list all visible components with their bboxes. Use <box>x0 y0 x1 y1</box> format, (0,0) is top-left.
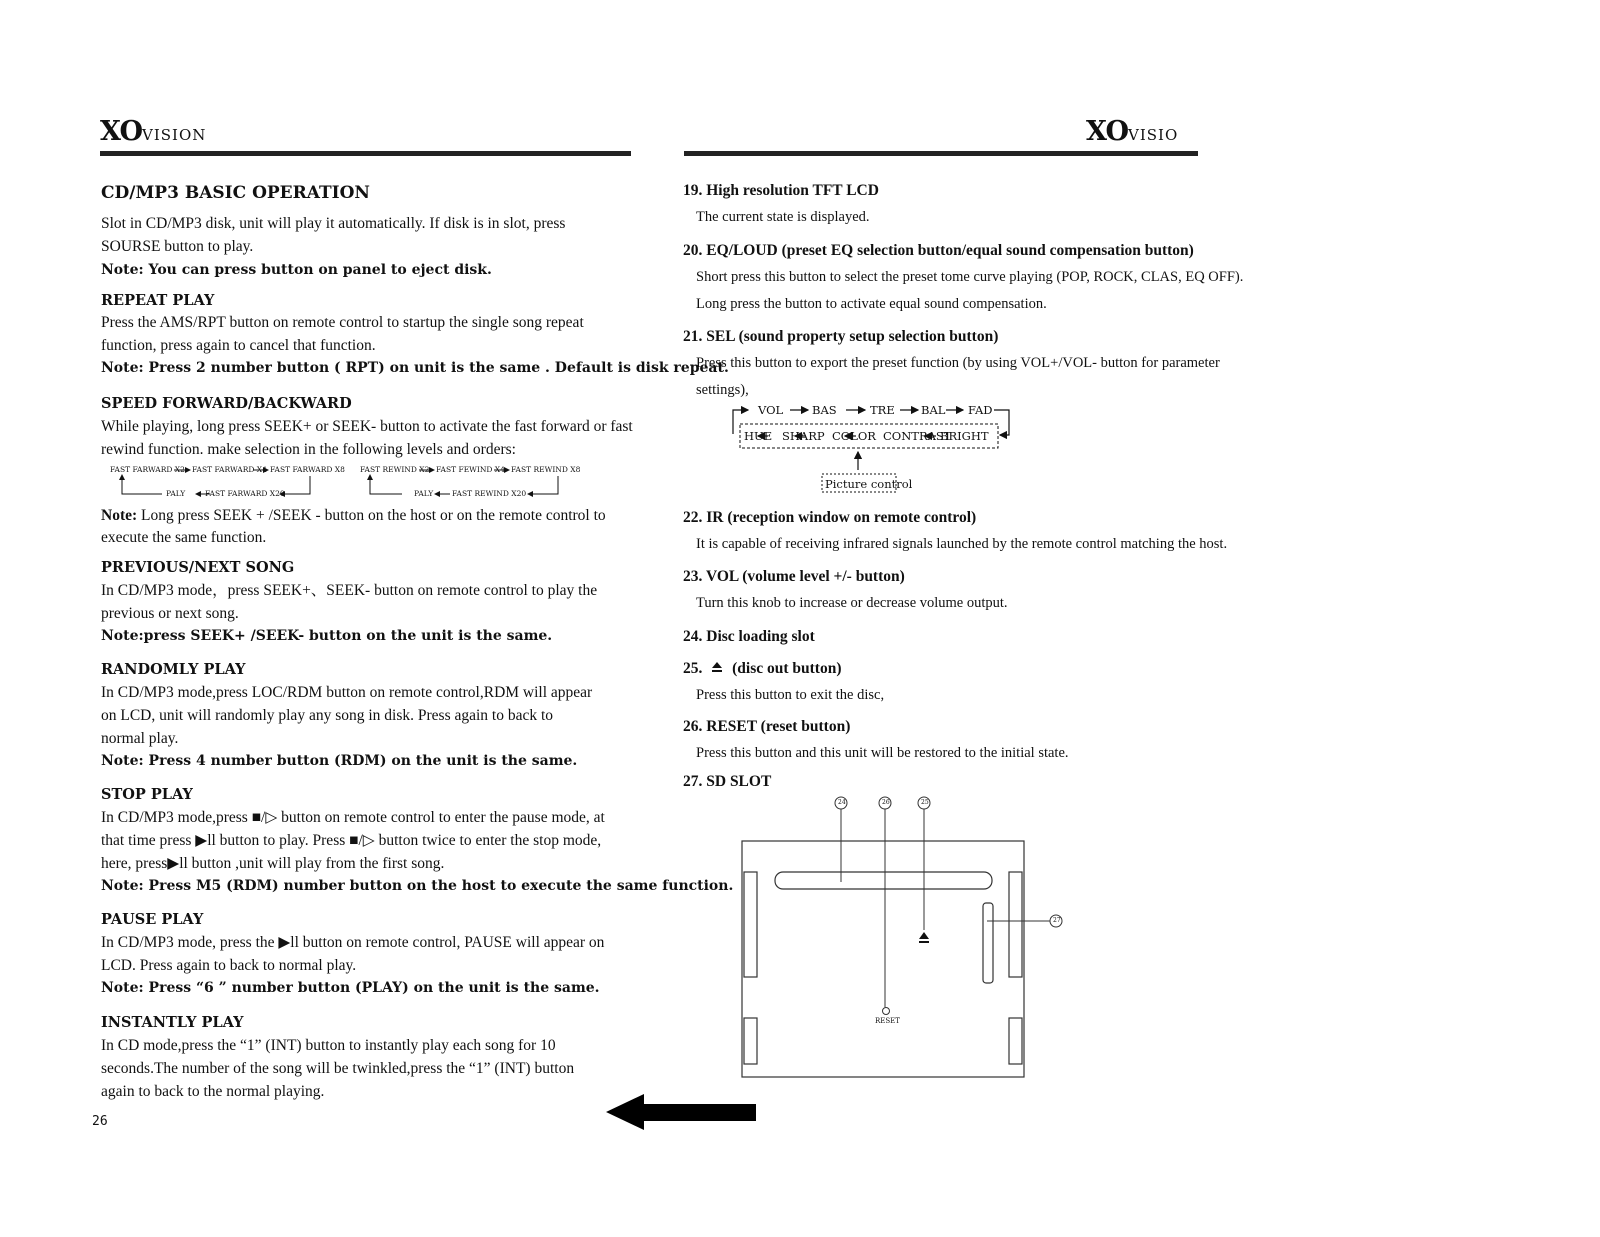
item-20-heading: 20. EQ/LOUD (preset EQ selection button/equal sound compensation button) <box>683 242 1194 259</box>
item-20-text-2: Long press the button to activate equal sound compensation. <box>696 296 1047 312</box>
repeat-note: Note: Press 2 number button ( RPT) on unit is the same . Default is disk repeat. <box>101 360 729 376</box>
item-24-heading: 24. Disc loading slot <box>683 628 815 645</box>
speed-note-label: Note: <box>101 507 138 524</box>
prevnext-note: Note:press SEEK+ /SEEK- button on the unit is the same. <box>101 628 553 644</box>
flow-hue: HUE <box>744 429 773 443</box>
item-26-text: Press this button and this unit will be restored to the initial state. <box>696 745 1069 761</box>
pause-note: Note: Press “6 ” number button (PLAY) on the unit is the same. <box>101 980 600 996</box>
eject-icon <box>706 660 728 678</box>
page-title: CD/MP3 BASIC OPERATION <box>101 183 370 203</box>
item-25-desc: Press this button to exit the disc, <box>696 687 885 703</box>
intro-line-1: Slot in CD/MP3 disk, unit will play it automatically. If disk is in slot, press <box>101 215 566 232</box>
instant-heading: INSTANTLY PLAY <box>101 1014 244 1031</box>
item-27-heading: 27. SD SLOT <box>683 773 772 790</box>
stop-line-3: here, press▶ll button ,unit will play from the first song. <box>101 855 445 872</box>
random-line-2: on LCD, unit will randomly play any song in disk. Press again to back to <box>101 707 554 724</box>
pause-heading: PAUSE PLAY <box>101 911 204 928</box>
callout-26: 26 <box>882 799 890 806</box>
pause-line-2: LCD. Press again to back to normal play. <box>101 957 357 974</box>
front-panel-diagram <box>735 790 1075 1080</box>
stop-line-1: In CD/MP3 mode,press ■/▷ button on remote control to enter the pause mode, at <box>101 809 605 826</box>
item-25-number: 25. <box>683 660 703 677</box>
speed-note-line-1 <box>101 505 606 528</box>
brand-logo-right: XOVISIO <box>1086 116 1179 147</box>
random-line-1: In CD/MP3 mode,press LOC/RDM button on remote control,RDM will appear <box>101 684 593 701</box>
stop-heading: STOP PLAY <box>101 786 193 803</box>
item-19-heading: 19. High resolution TFT LCD <box>683 182 879 199</box>
page-number: 26 <box>92 1114 108 1129</box>
stop-line-2: that time press ▶ll button to play. Press ■/▷ button twice to enter the stop mode, <box>101 832 602 849</box>
instant-line-2: seconds.The number of the song will be twinkled,press the “1” (INT) button <box>101 1060 575 1077</box>
callout-27: 27 <box>1053 917 1061 924</box>
repeat-heading: REPEAT PLAY <box>101 292 215 309</box>
ff-paly-label: PALY <box>166 489 186 498</box>
reset-label: RESET <box>875 1017 900 1025</box>
pause-line-1: In CD/MP3 mode, press the ▶ll button on remote control, PAUSE will appear on <box>101 934 605 951</box>
item-23-text: Turn this knob to increase or decrease volume output. <box>696 595 1008 611</box>
stop-note: Note: Press M5 (RDM) number button on the host to execute the same function. <box>101 878 734 894</box>
item-21-text-2: settings), <box>696 382 749 398</box>
fr-x2-label: FAST REWIND X2 <box>360 465 430 474</box>
flow-sharp: SHARP <box>782 429 825 443</box>
fr-x20-label: FAST REWIND X20 <box>452 489 527 498</box>
instant-line-1: In CD mode,press the “1” (INT) button to instantly play each song for 10 <box>101 1037 556 1054</box>
item-22-text: It is capable of receiving infrared signals launched by the remote control matching the host. <box>696 536 1228 552</box>
ff-x4-label: FAST FARWARD X4 <box>192 465 267 474</box>
ff-x8-label: FAST FARWARD X8 <box>270 465 345 474</box>
item-25-heading <box>683 660 842 678</box>
flow-vol: VOL <box>758 403 784 417</box>
fr-x4-label: FAST FEWIND X4 <box>436 465 505 474</box>
speed-levels-diagram <box>110 463 590 505</box>
speed-note-line-2: execute the same function. <box>101 529 267 546</box>
callout-24: 24 <box>838 799 846 806</box>
flow-tre: TRE <box>870 403 895 417</box>
random-line-3: normal play. <box>101 730 179 747</box>
prevnext-line-2: previous or next song. <box>101 605 239 622</box>
speed-heading: SPEED FORWARD/BACKWARD <box>101 395 352 412</box>
sel-flow-diagram <box>728 396 1028 496</box>
random-note: Note: Press 4 number button (RDM) on the unit is the same. <box>101 753 578 769</box>
item-20-text-1: Short press this button to select the preset tome curve playing (POP, ROCK, CLAS, EQ OFF). <box>696 269 1244 285</box>
item-22-heading: 22. IR (reception window on remote control) <box>683 509 977 526</box>
left-arrow-icon[interactable] <box>606 1092 756 1132</box>
intro-line-2: SOURSE button to play. <box>101 238 254 255</box>
header-rule-right <box>684 151 1198 156</box>
item-25-text: (disc out button) <box>732 660 842 677</box>
brand-logo-left: XOVISION <box>100 116 207 147</box>
callout-25: 25 <box>921 799 929 806</box>
speed-line-1: While playing, long press SEEK+ or SEEK- button to activate the fast forward or fast <box>101 418 633 435</box>
prevnext-heading: PREVIOUS/NEXT SONG <box>101 559 295 576</box>
header-rule-left <box>100 151 631 156</box>
instant-line-3: again to back to the normal playing. <box>101 1083 325 1100</box>
random-heading: RANDOMLY PLAY <box>101 661 246 678</box>
front-panel-drawing <box>735 790 1075 1080</box>
flow-contrast: CONTRAST <box>883 429 952 443</box>
repeat-line-2: function, press again to cancel that function. <box>101 337 376 354</box>
intro-note: Note: You can press button on panel to eject disk. <box>101 262 492 278</box>
speed-line-2: rewind function. make selection in the following levels and orders: <box>101 441 516 458</box>
flow-color: COLOR <box>832 429 876 443</box>
flow-bal: BAL <box>921 403 946 417</box>
flow-bas: BAS <box>812 403 837 417</box>
flow-bright: BRIGHT <box>940 429 989 443</box>
fr-x8-label: FAST REWIND X8 <box>511 465 581 474</box>
item-21-text-1: Press this button to export the preset function (by using VOL+/VOL- button for parameter <box>696 355 1220 371</box>
item-21-heading: 21. SEL (sound property setup selection button) <box>683 328 999 345</box>
item-26-heading: 26. RESET (reset button) <box>683 718 851 735</box>
picture-control-label: Picture control <box>825 477 913 491</box>
ff-x20-label: FAST FARWARD X20 <box>205 489 285 498</box>
repeat-line-1: Press the AMS/RPT button on remote control to startup the single song repeat <box>101 314 584 331</box>
flow-fad: FAD <box>968 403 993 417</box>
speed-note-text: Long press SEEK + /SEEK - button on the host or on the remote control to <box>137 507 606 524</box>
item-23-heading: 23. VOL (volume level +/- button) <box>683 568 905 585</box>
item-19-text: The current state is displayed. <box>696 209 870 225</box>
ff-x2-label: FAST FARWARD X2 <box>110 465 185 474</box>
fr-paly-label: PALY <box>414 489 434 498</box>
prevnext-line-1: In CD/MP3 mode，press SEEK+、SEEK- button on remote control to play the <box>101 582 598 599</box>
